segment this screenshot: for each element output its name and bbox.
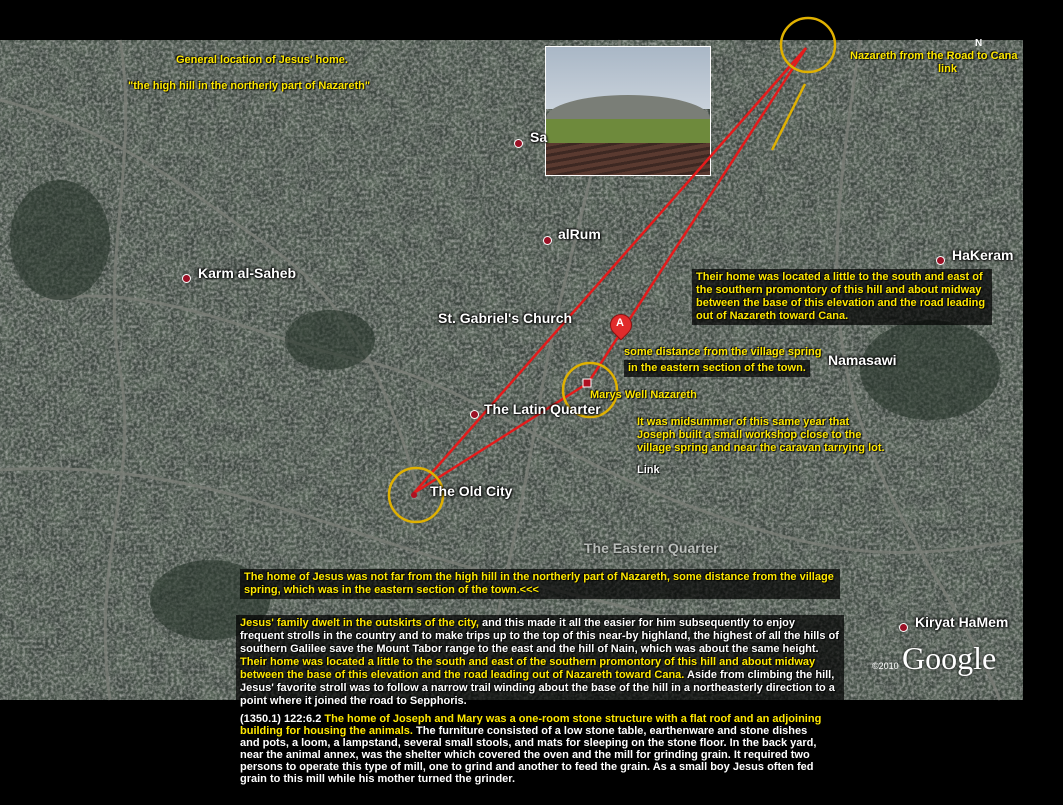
bottom-reference: (1350.1) 122:6.2 [240,713,322,725]
place-label-kiryat: Kiryat HaMem [915,614,1009,630]
paragraph-white-1: and this made it all the easier for him subsequently to enjoy frequent strolls in the country and to make trips up to the top of this near-by highland, the highest of all the hills of southern Galilee save the Mount Tabor range to the east and the hill of Nain, which was about the same height. [240,617,839,655]
place-dot-hakeram[interactable] [936,256,945,265]
google-logo: Google [902,640,997,676]
workshop-note: It was midsummer of this same year that Joseph built a small workshop close to the village spring and near the caravan tarrying lot. [637,416,885,454]
satellite-map[interactable] [0,38,1023,707]
route-line-home-to-well [414,383,588,493]
place-dot-sa[interactable] [514,139,523,148]
paragraph-yellow-1: Jesus' family dwelt in the outskirts of the city, [240,617,479,629]
marker-a-letter: A [616,317,624,329]
place-label-namasawi: Namasawi [828,352,897,368]
copyright-year: ©2010 [872,661,899,671]
place-label-oldcity: The Old City [430,483,513,499]
bottom-yellow-text: The home of Joseph and Mary was a one-room stone structure with a flat roof and an adjoining building for housing the animals. [240,713,822,737]
place-dot-karm[interactable] [182,274,191,283]
place-label-hakeram: HaKeram [952,247,1014,263]
paragraph-yellow-2: Their home was located a little to the south and east of the southern promontory of this hill and about midway between the base of this elevation and the road leading out of Nazareth toward Cana. [240,656,816,681]
place-label-sa: Sa [530,129,548,145]
road-to-cana-label: Nazareth from the Road to Cana [850,50,1018,62]
home-point [411,492,417,498]
spring-note-line2: in the eastern section of the town. [624,360,810,377]
cana-road-circle [781,18,835,72]
place-label-latin: The Latin Quarter [484,401,601,417]
workshop-link[interactable]: Link [637,464,660,476]
bottom-white-text: The furniture consisted of a low stone table, earthenware and stone dishes and pots, a loom, a lampstand, several small stools, and mats for sleeping on the stone floor. In the back yard, near the animal annex, was the shelter which covered the oven and the mill for grinding grain. It required two persons to operate this type of mill, one to grind and another to feed the grain. As a small boy Jesus often fed grain to this mill while his mother turned the grinder. [240,725,817,785]
place-label-karm: Karm al-Saheb [198,265,297,281]
place-dot-alrum[interactable] [543,236,552,245]
bottom-text-block [240,713,825,785]
place-label-alrum: alRum [558,226,601,242]
home-location-note: Their home was located a little to the south and east of the southern promontory of this hill and about midway between the base of this elevation and the road leading out of Nazareth toward Cana. [692,269,992,325]
home-not-far-note: The home of Jesus was not far from the high hill in the northerly part of Nazareth, some distance from the village spring, which was in the eastern section of the town.<<< [240,569,840,599]
outskirts-paragraph [236,615,844,710]
high-hill-quote: "the high hill in the northerly part of Nazareth" [128,80,371,92]
place-dot-latin[interactable] [470,410,479,419]
general-location-label: General location of Jesus' home. [176,54,348,66]
place-label-eastern: The Eastern Quarter [584,540,719,556]
compass-north-icon[interactable]: N [975,38,983,49]
place-label-gabriel: St. Gabriel's Church [438,310,573,326]
place-dot-kiryat[interactable] [899,623,908,632]
marys-well-label[interactable]: Marys Well Nazareth [590,389,697,401]
road-to-cana-link[interactable]: link [938,63,957,75]
well-point [583,379,591,387]
paragraph-white-2: Aside from climbing the hill, Jesus' favorite stroll was to follow a narrow trail winding about the base of the hill in a northeasterly direction to a point where it joined the road to Sepphoris. [240,669,835,707]
route-overlay [0,40,1023,700]
spring-note-line1: some distance from the village spring [624,346,822,358]
